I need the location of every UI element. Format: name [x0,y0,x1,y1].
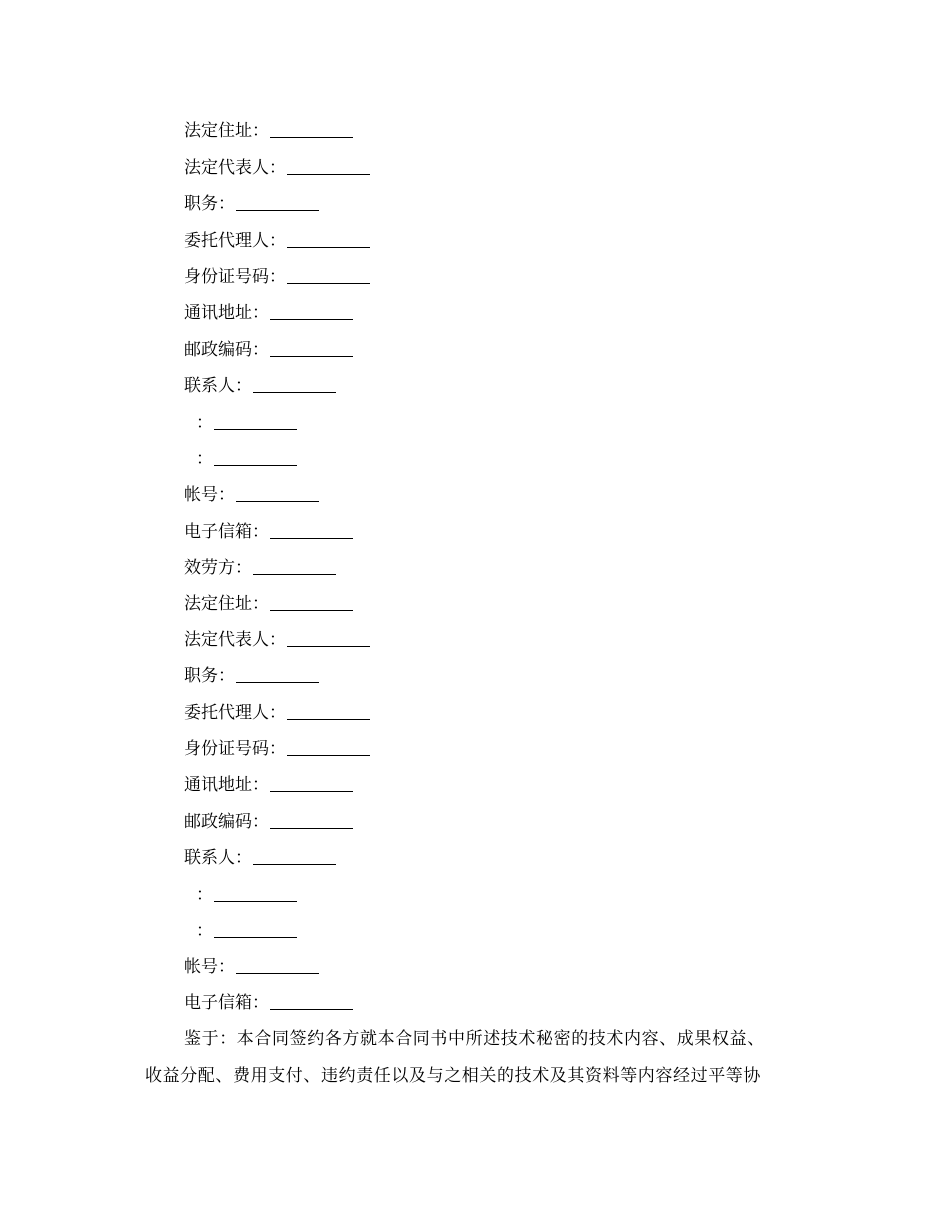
field-label: 法定代表人 [184,630,269,650]
field-colon: ： [196,449,213,469]
blank-line [287,701,370,720]
blank-line [287,737,370,756]
field-label: 电子信箱 [184,993,252,1013]
field-colon: ： [235,558,252,578]
field-colon: ： [252,594,269,614]
field-row [184,954,319,980]
blank-line [287,628,370,647]
field-label: 通讯地址 [184,303,252,323]
field-label: 电子信箱 [184,522,252,542]
field-colon: ： [252,775,269,795]
field-label: 委托代理人 [184,231,269,251]
blank-line [287,265,370,284]
field-row [184,663,319,689]
blank-line [287,156,370,175]
field-colon: ： [252,121,269,141]
blank-line [287,229,370,248]
field-colon: ： [252,340,269,360]
field-label: 委托代理人 [184,703,269,723]
field-row [184,591,353,617]
field-colon: ： [269,267,286,287]
field-label: 身份证号码 [184,267,269,287]
paragraph-line-1: 鉴于：本合同签约各方就本合同书中所述技术秘密的技术内容、成果权益、 [184,1029,765,1049]
field-colon: ： [252,303,269,323]
field-colon: ： [218,957,235,977]
field-label: 职务 [184,194,218,214]
field-row [184,191,319,217]
field-row [184,990,353,1016]
field-row [184,300,353,326]
field-colon: ： [252,993,269,1013]
blank-line [236,664,319,683]
blank-line [236,483,319,502]
field-colon: ： [252,522,269,542]
field-row [184,264,370,290]
paragraph-line-2: 收益分配、费用支付、违约责任以及与之相关的技术及其资料等内容经过平等协 [145,1066,761,1086]
field-colon: ： [235,376,252,396]
field-colon: ： [269,158,286,178]
blank-line [236,955,319,974]
field-row [184,373,336,399]
blank-line [270,338,353,357]
field-colon: ： [269,231,286,251]
field-colon: ： [196,413,213,433]
field-row [184,555,336,581]
field-label: 身份证号码 [184,739,269,759]
field-label: 职务 [184,666,218,686]
blank-line [270,991,353,1010]
field-label: 帐号 [184,485,218,505]
field-row [184,228,370,254]
field-label: 联系人 [184,848,235,868]
field-row [184,118,353,144]
field-label: 联系人 [184,376,235,396]
field-row [184,700,370,726]
blank-line [214,919,297,938]
blank-line [270,119,353,138]
field-row [196,446,297,472]
field-colon: ： [196,921,213,941]
blank-line [214,411,297,430]
field-colon: ： [269,630,286,650]
blank-line [253,556,336,575]
blank-line [270,520,353,539]
field-colon: ： [235,848,252,868]
field-label: 法定住址 [184,594,252,614]
field-label: 通讯地址 [184,775,252,795]
field-colon: ： [269,703,286,723]
field-row [184,809,353,835]
field-colon: ： [269,739,286,759]
field-label: 法定代表人 [184,158,269,178]
field-row [184,519,353,545]
field-label: 邮政编码 [184,340,252,360]
field-row [184,736,370,762]
field-colon: ： [218,485,235,505]
blank-line [253,374,336,393]
field-row [184,155,370,181]
field-label: 邮政编码 [184,812,252,832]
field-label: 帐号 [184,957,218,977]
field-row [196,918,297,944]
field-label: 效劳方 [184,558,235,578]
field-label: 法定住址 [184,121,252,141]
field-row [196,410,297,436]
blank-line [270,592,353,611]
field-row [184,337,353,363]
field-colon: ： [196,885,213,905]
blank-line [270,773,353,792]
field-row [184,482,319,508]
field-row [184,845,336,871]
field-colon: ： [218,666,235,686]
blank-line [214,883,297,902]
blank-line [270,301,353,320]
field-colon: ： [218,194,235,214]
field-row [196,882,297,908]
blank-line [253,846,336,865]
field-colon: ： [252,812,269,832]
blank-line [214,447,297,466]
field-row [184,627,370,653]
blank-line [236,192,319,211]
field-row [184,772,353,798]
blank-line [270,810,353,829]
